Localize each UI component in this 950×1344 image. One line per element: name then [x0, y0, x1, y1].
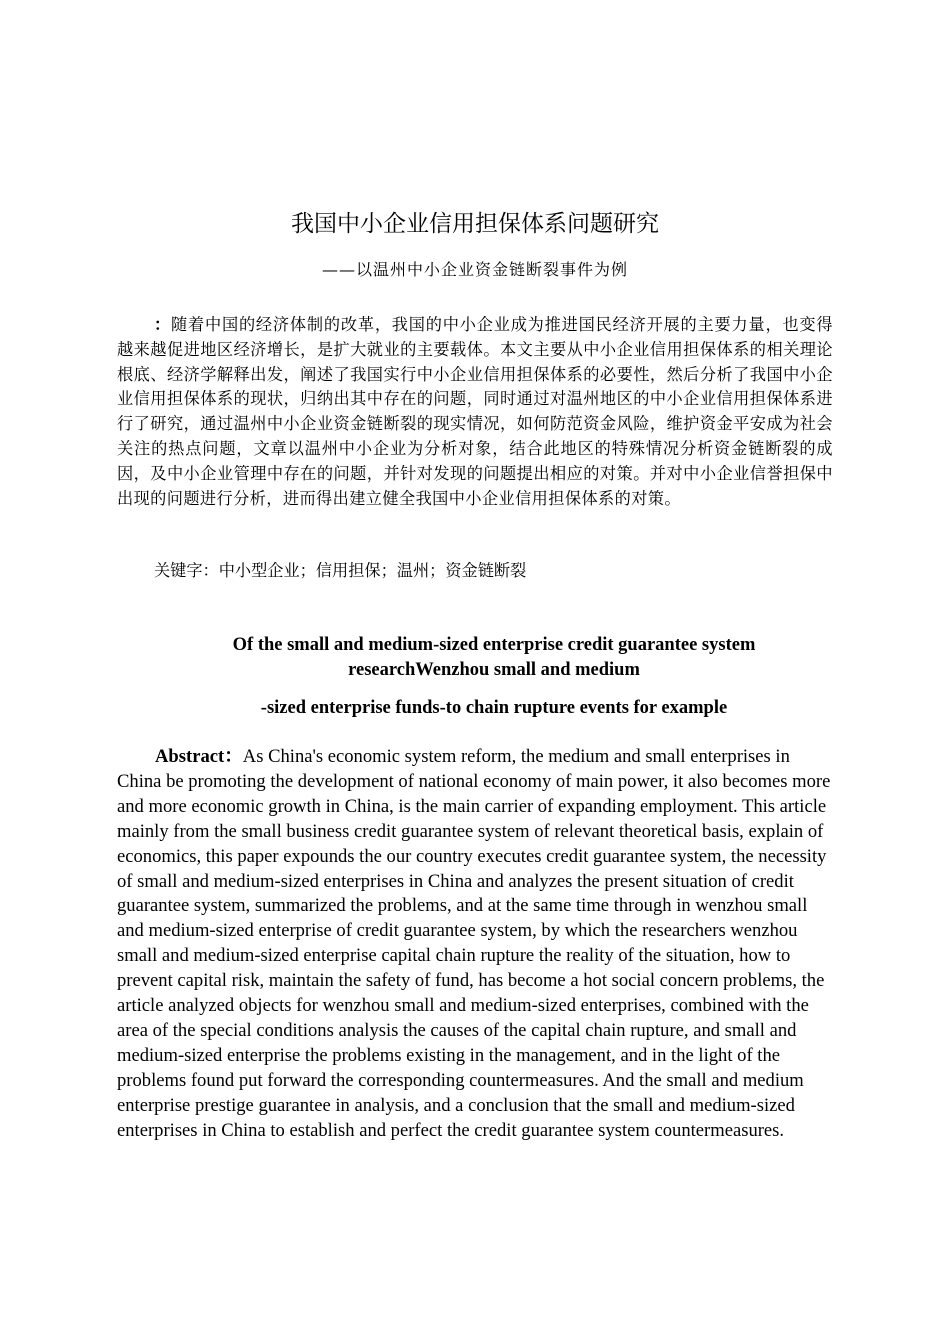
- chinese-subtitle: ——以温州中小企业资金链断裂事件为例: [321, 260, 628, 279]
- chinese-abstract: [117, 313, 833, 511]
- chinese-title: 我国中小企业信用担保体系问题研究: [291, 211, 659, 237]
- english-abstract-text: As China's economic system reform, the medium and small enterprises in China be promoting the development of national economy of main power, it also becomes more and more economic growth in China, is the main carrier of expanding employment. This article mainly from the small business credit guarantee system of relevant theoretical basis, explain of economics, this paper expounds the our country executes credit guarantee system, the necessity of small and medium-sized enterprises in China and analyzes the present situation of credit guarantee system, summarized the problems, and at the same time through in wenzhou small and medium-sized enterprise of credit guarantee system, by which the researchers wenzhou small and medium-sized enterprise capital chain rupture the reality of the situation, how to prevent capital risk, maintain the safety of fund, has become a hot social concern problems, the article analyzed objects for wenzhou small and medium-sized enterprises, combined with the area of the special conditions analysis the causes of the capital chain rupture, and small and medium-sized enterprise the problems existing in the management, and in the light of the problems found put forward the corresponding countermeasures. And the small and medium enterprise prestige guarantee in analysis, and a conclusion that the small and medium-sized enterprises in China to establish and perfect the credit guarantee system countermeasures.: [117, 746, 831, 1141]
- english-abstract-label: Abstract：: [155, 746, 243, 767]
- chinese-keywords-text: 中小型企业；信用担保；温州；资金链断裂: [218, 561, 527, 580]
- chinese-keywords: [154, 559, 834, 583]
- english-title-line1: Of the small and medium-sized enterprise credit guarantee system researchWenzhou small and medium: [232, 635, 756, 680]
- english-title-line2: -sized enterprise funds-to chain rupture events for example: [260, 698, 728, 718]
- chinese-keywords-label: 关键字：: [154, 561, 219, 580]
- chinese-abstract-text: 随着中国的经济体制的改革，我国的中小企业成为推进国民经济开展的主要力量，也变得越来越促进地区经济增长，是扩大就业的主要载体。本文主要从中小企业信用担保体系的相关理论根底、经济学解释出发，阐述了我国实行中小企业信用担保体系的必要性，然后分析了我国中小企业信用担保体系的现状，归纳出其中存在的问题，同时通过对温州地区的中小企业信用担保体系进行了研究，通过温州中小企业资金链断裂的现实情况，如何防范资金风险，维护资金平安成为社会关注的热点问题，文章以温州中小企业为分析对象，结合此地区的特殊情况分析资金链断裂的成因，及中小企业管理中存在的问题，并针对发现的问题提出相应的对策。并对中小企业信誉担保中出现的问题进行分析，进而得出建立健全我国中小企业信用担保体系的对策。: [117, 315, 833, 508]
- english-abstract: [117, 745, 835, 1144]
- chinese-abstract-lead: ：: [154, 315, 171, 334]
